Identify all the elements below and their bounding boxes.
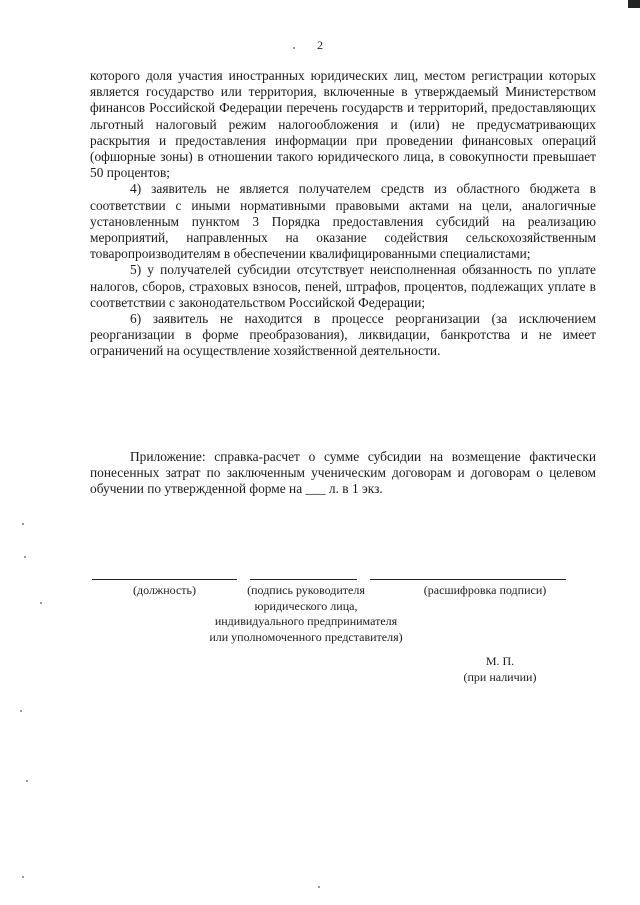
scan-speck (318, 886, 320, 888)
stamp-label: М. П. (485, 654, 515, 668)
scan-speck (22, 523, 24, 525)
signature-label-line: (подпись руководителя (247, 583, 365, 597)
signature-label-line: или уполномоченного представителя) (209, 629, 403, 644)
scan-speck (20, 710, 22, 712)
page-number: 2 (317, 38, 323, 52)
signature-line (250, 579, 357, 580)
scan-speck (26, 780, 28, 782)
stamp-note: (при наличии) (463, 670, 537, 684)
scan-speck (40, 602, 42, 604)
signature-label-line: индивидуального предпринимателя (214, 614, 398, 628)
decryption-line (370, 579, 566, 580)
scan-speck (24, 556, 26, 558)
document-body (90, 68, 596, 360)
paragraph-item-5: 5) у получателей субсидии отсутствует неисполненная обязанность по уплате налогов, сборов, страховых взносов, пеней, штрафов, процентов, подлежащих уплате в соответствии с законодательством Российской Федерации; (90, 262, 596, 310)
scan-corner-mark (628, 0, 640, 8)
decryption-label: (расшифровка подписи) (423, 583, 547, 597)
signature-label (186, 583, 426, 645)
paragraph-item-6: 6) заявитель не находится в процессе реорганизации (за исключением реорганизации в форме преобразования), ликвидации, банкротства и не имеет ограничений на осуществление хозяйственной деятельности. (90, 311, 596, 359)
attachment-note: Приложение: справка-расчет о сумме субсидии на возмещение фактически понесенных затрат по заключенным ученическим договорам и договорам о целевом обучении по утвержденной форме на ___ л. в 1 экз. (90, 449, 596, 497)
paragraph-item-4: 4) заявитель не является получателем средств из областного бюджета в соответствии с иными нормативными правовыми актами на цели, аналогичные установленным пунктом 3 Порядка предоставления субсидий на реализацию мероприятий, направленных на оказание содействия сельскохозяйственным товаропроизводителям в обеспечении квалифицированными специалистами; (90, 181, 596, 262)
scan-speck (22, 876, 24, 878)
paragraph-offshore-continuation: которого доля участия иностранных юридических лиц, местом регистрации которых является государство или территория, включенные в утверждаемый Министерством финансов Российской Федерации перечень государств и территорий, предоставляющих льготный налоговый режим налогообложения и (или) не предусматривающих раскрытия и предоставления информации при проведении финансовых операций (офшорные зоны) в отношении такого юридического лица, в совокупности превышает 50 процентов; (90, 68, 596, 181)
scan-speck (293, 47, 295, 49)
position-line (92, 579, 237, 580)
signature-label-line: юридического лица, (254, 598, 358, 613)
position-label: (должность) (133, 583, 196, 597)
